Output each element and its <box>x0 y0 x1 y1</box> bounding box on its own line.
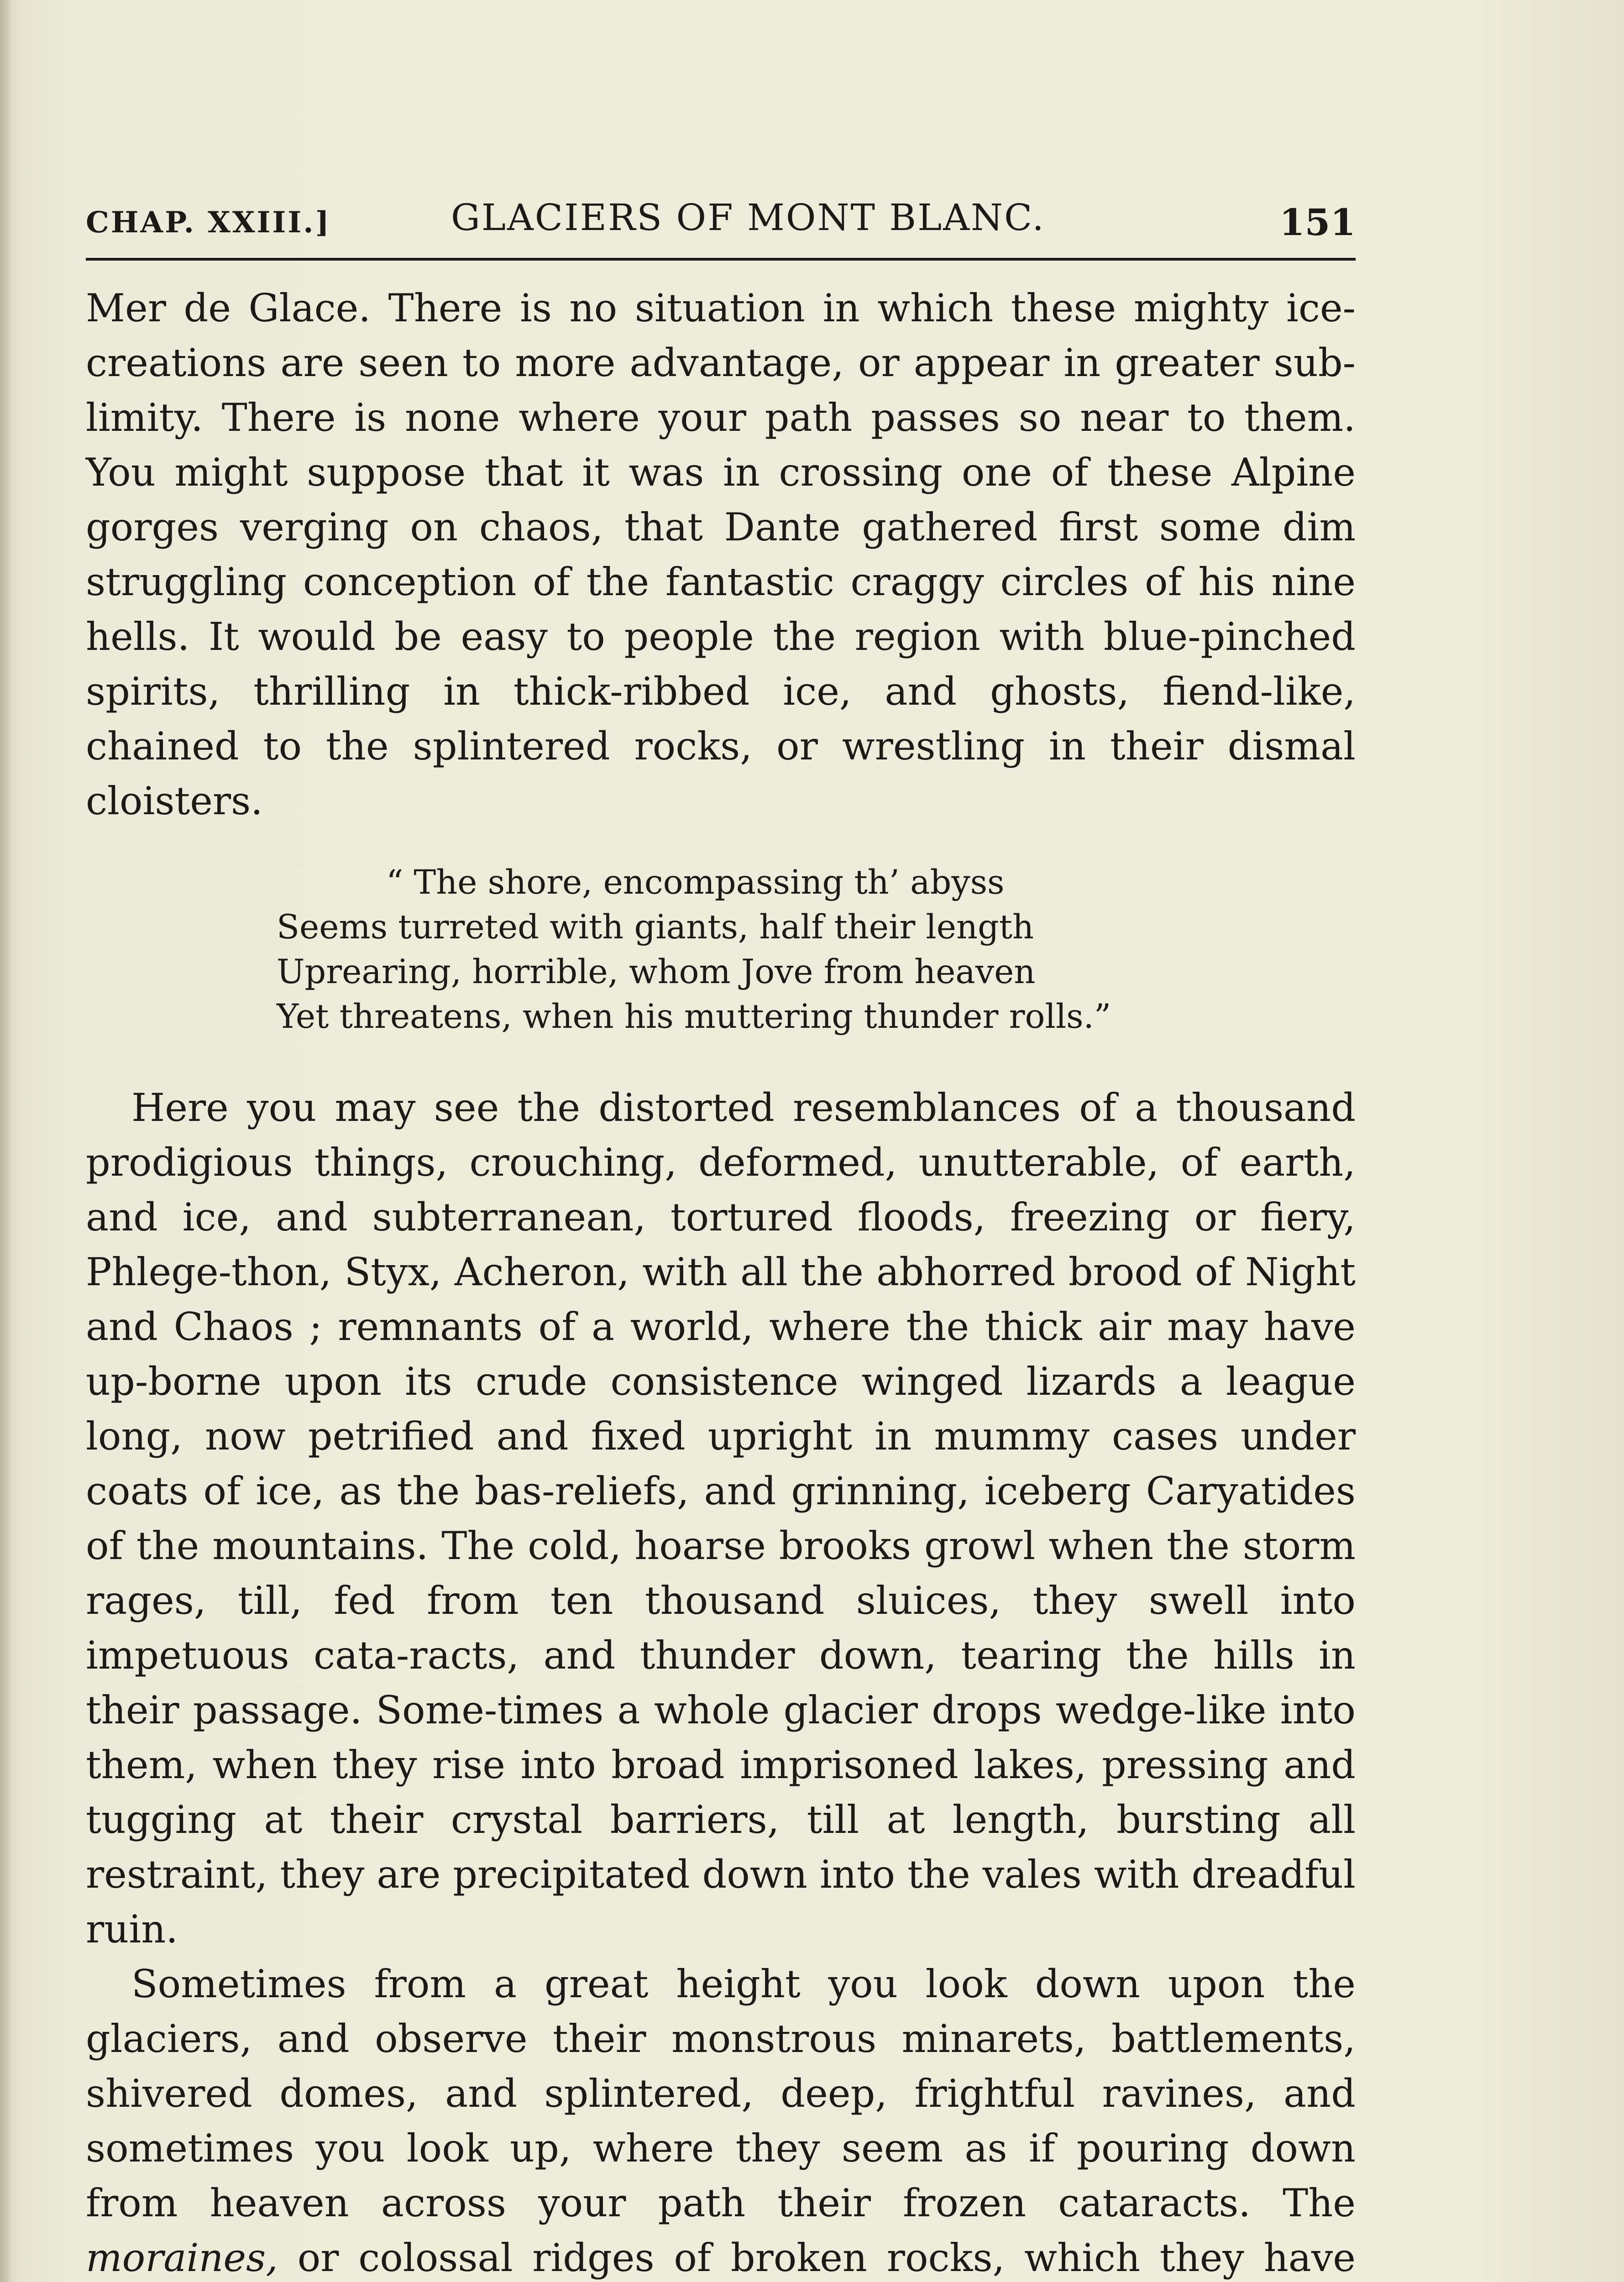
header-rule <box>86 258 1356 261</box>
verse-line-4: Yet threatens, when his muttering thunder rolls.” <box>277 997 1111 1036</box>
verse-quotation <box>277 860 1356 1039</box>
chapter-label: CHAP. XXIII.] <box>86 205 331 240</box>
paragraph-3-start: Sometimes from a great height you look down upon the glaciers, and observe their monstrous minarets, battlements, shivered domes, and splintered, deep, frightful ravines, and sometimes you look up, where they seem as if pouring down from heaven across your path their frozen cataracts. The <box>86 1962 1356 2225</box>
running-title: GLACIERS OF MONT BLANC. <box>451 196 1045 239</box>
body-text <box>86 281 1356 2282</box>
italic-moraines: moraines, <box>86 2235 278 2280</box>
paragraph-3-end: or colossal ridges of broken rocks, which they have <box>297 2235 1356 2280</box>
paragraph-1: Mer de Glace. There is no situation in which these mighty ice-creations are seen to more advantage, or appear in greater sub-limity. There is none where your path passes so near to them. You might suppose that it was in crossing one of these Alpine gorges verging on chaos, that Dante gathered first some dim struggling conception of the fantastic craggy circles of his nine hells. It would be easy to people the region with blue-pinched spirits, thrilling in thick-ribbed ice, and ghosts, fiend-like, chained to the splintered rocks, or wrestling in their dismal cloisters. <box>86 286 1356 823</box>
paragraph-2: Here you may see the distorted resemblances of a thousand prodigious things, crouching, deformed, unutterable, of earth, and ice, and subterranean, tortured floods, freezing or fiery, Phlege-thon, Styx, Acheron, with all the abhorred brood of Night and Chaos ; remnants of a world, where the thick air may have up-borne upon its crude consistence winged lizards a league long, now petrified and fixed upright in mummy cases under coats of ice, as the bas-reliefs, and grinning, iceberg Caryatides of the mountains. The cold, hoarse brooks growl when the storm rages, till, fed from ten thousand sluices, they swell into impetuous cata-racts, and thunder down, tearing the hills in their passage. Some-times a whole glacier drops wedge-like into them, when they rise into broad imprisoned lakes, pressing and tugging at their crystal barriers, till at length, bursting all restraint, they are precipitated down into the vales with dreadful ruin. <box>86 1085 1356 1952</box>
verse-line-3: Uprearing, horrible, whom Jove from heaven <box>277 953 1036 991</box>
verse-line-1: “ The shore, encompassing th’ abyss <box>386 863 1005 902</box>
paragraph-3 <box>86 1957 1356 2282</box>
verse-line-2: Seems turreted with giants, half their length <box>277 908 1034 947</box>
page-number: 151 <box>1279 201 1356 244</box>
binding-shadow <box>0 0 13 2282</box>
running-head <box>86 196 1356 246</box>
